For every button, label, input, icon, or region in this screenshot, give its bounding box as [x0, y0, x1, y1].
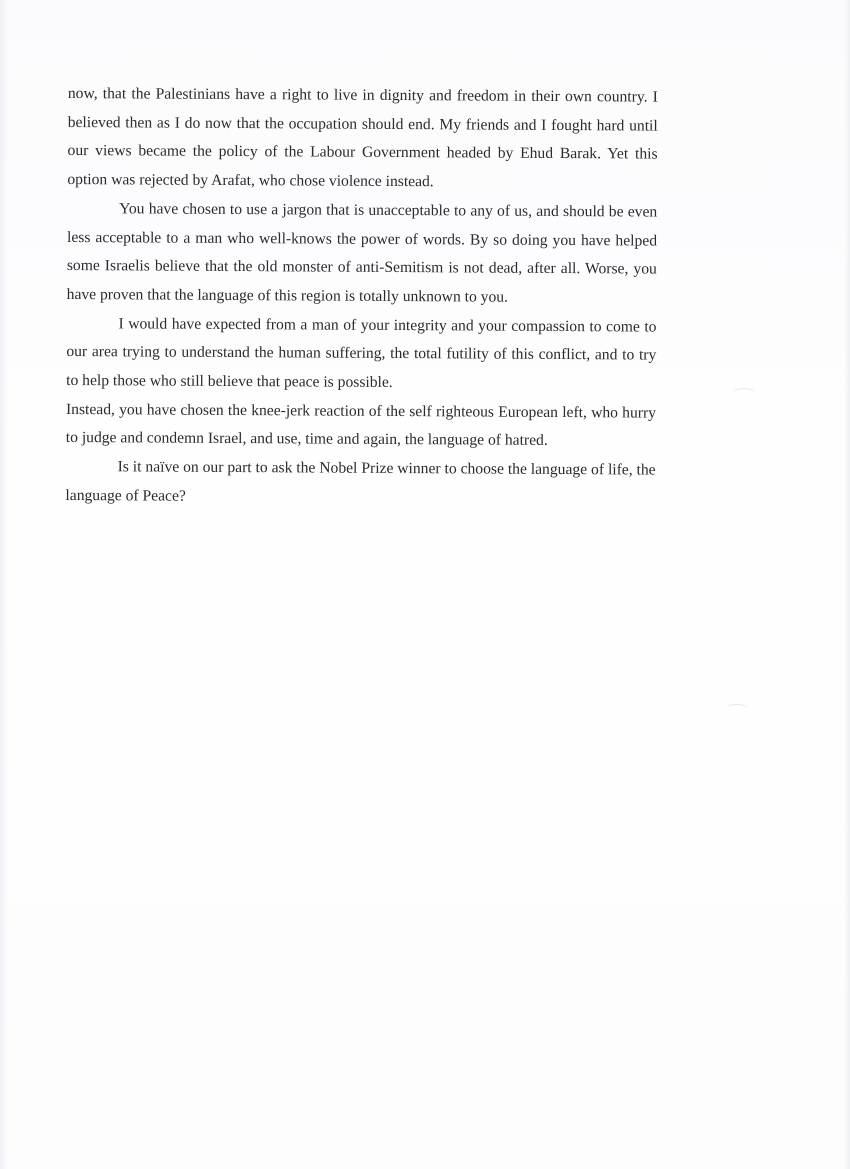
paragraph-expectation: I would have expected from a man of your integrity and your compassion to come to our area trying to understand the human suffering, the total futility of this conflict, and to try to help those who still believe that peace is possible. [66, 314, 657, 392]
paragraph-closing-question: Is it naïve on our part to ask the Nobel Prize winner to choose the language of life, the language of Peace? [65, 458, 656, 505]
paragraph-knee-jerk: Instead, you have chosen the knee-jerk reaction of the self righteous European left, who hurry to judge and condemn Israel, and use, time and again, the language of hatred. [65, 400, 657, 450]
paragraph-jargon: You have chosen to use a jargon that is unacceptable to any of us, and should be even less acceptable to a man who well-knows the power of words. By so doing you have helped some Israelis believe that the old monster of anti-Semitism is not dead, after all. Worse, you have proven that the language of this region is totally unknown to you. [66, 200, 658, 306]
scan-shadow-left [0, 0, 8, 1169]
letter-body [65, 80, 658, 514]
paragraph-occupation: now, that the Palestinians have a right to live in dignity and freedom in their own country. I believed then as I do now that the occupation should end. My friends and I fought hard until our views became the policy of the Labour Government headed by Ehud Barak. Yet this option was rejected by Arafat, who chose violence instead. [67, 84, 658, 191]
scan-mark [733, 388, 755, 399]
scan-shadow-right [844, 0, 850, 1169]
scan-mark [726, 704, 748, 715]
